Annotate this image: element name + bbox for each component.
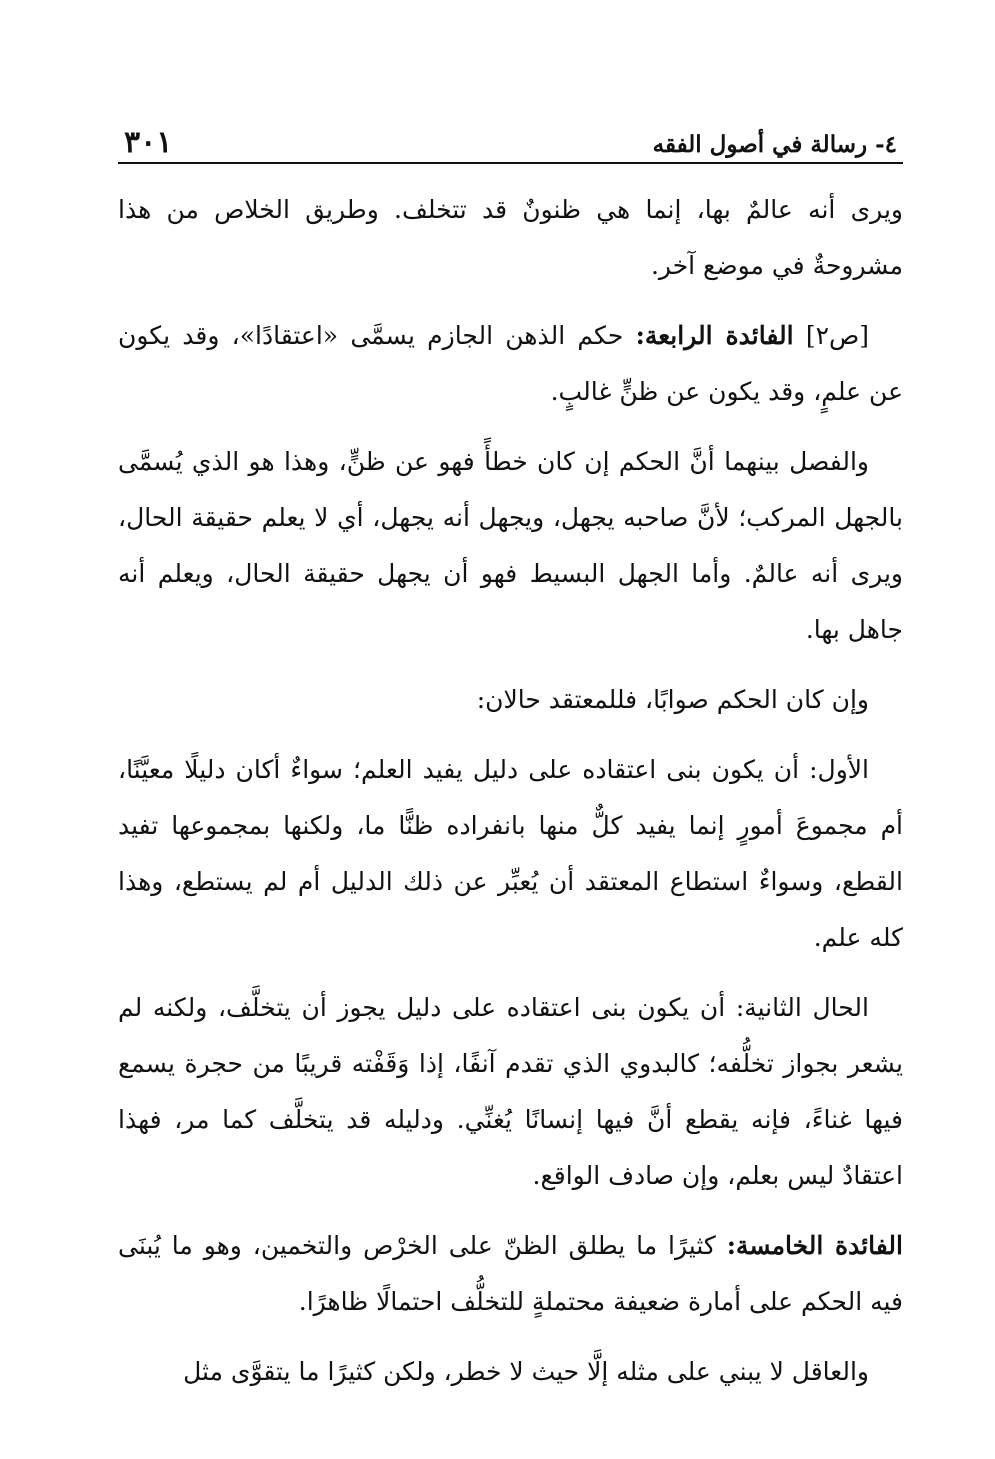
paragraph-4 [118, 672, 903, 728]
page-reference: [ص٢] [805, 321, 870, 350]
paragraph-text: ويرى أنه عالمٌ بها، إنما هي ظنونٌ قد تتخلف. وطريق الخلاص من هذا مشروحةٌ في موضع آخر. [118, 195, 903, 280]
paragraph-6 [118, 980, 903, 1204]
book-page [118, 110, 903, 1414]
paragraph-text: والعاقل لا يبني على مثله إلَّا حيث لا خطر، ولكن كثيرًا ما يتقوَّى مثل [183, 1357, 869, 1386]
paragraph-7 [118, 1218, 903, 1330]
paragraph-text: وإن كان الحكم صوابًا، فللمعتقد حالان: [476, 685, 869, 714]
paragraph-2 [118, 308, 903, 420]
paragraph-5 [118, 742, 903, 966]
running-head: ٤- رسالة في أصول الفقه [652, 131, 897, 158]
page-body [118, 182, 903, 1400]
paragraph-1 [118, 182, 903, 294]
section-heading: الفائدة الرابعة: [635, 321, 794, 350]
paragraph-text: كثيرًا ما يطلق الظنّ على الخرْص والتخمين، وهو ما يُبنَى فيه الحكم على أمارة ضعيفة محتملةٍ للتخلُّف احتمالًا ظاهرًا. [118, 1231, 903, 1316]
page-header [118, 110, 903, 164]
paragraph-text: والفصل بينهما أنَّ الحكم إن كان خطأً فهو عن ظنٍّ، وهذا هو الذي يُسمَّى بالجهل المركب؛ لأنَّ صاحبه يجهل، ويجهل أنه يجهل، أي لا يعلم حقيقة الحال، ويرى أنه عالمٌ. وأما الجهل البسيط فهو أن يجهل حقيقة الحال، ويعلم أنه جاهل بها. [118, 447, 903, 644]
paragraph-text: حكم الذهن الجازم يسمَّى «اعتقادًا»، وقد يكون عن علمٍ، وقد يكون عن ظنٍّ غالبٍ. [118, 321, 903, 406]
paragraph-8 [118, 1344, 903, 1400]
page-number: ٣٠١ [124, 125, 173, 160]
paragraph-text: الحال الثانية: أن يكون بنى اعتقاده على دليل يجوز أن يتخلَّف، ولكنه لم يشعر بجواز تخلُّفه؛ كالبدوي الذي تقدم آنفًا، إذا وَقَفْته قريبًا من حجرة يسمع فيها غناءً، فإنه يقطع أنَّ فيها إنسانًا يُغنِّي. ودليله قد يتخلَّف كما مر، فهذا اعتقادٌ ليس بعلم، وإن صادف الواقع. [118, 993, 903, 1190]
paragraph-text: الأول: أن يكون بنى اعتقاده على دليل يفيد العلم؛ سواءٌ أكان دليلًا معيَّنًا، أم مجموعَ أمورٍ إنما يفيد كلٌّ منها بانفراده ظنًّا ما، ولكنها بمجموعها تفيد القطع، وسواءٌ استطاع المعتقد أن يُعبِّر عن ذلك الدليل أم لم يستطع، وهذا كله علم. [118, 755, 903, 952]
section-heading: الفائدة الخامسة: [726, 1231, 903, 1260]
paragraph-3 [118, 434, 903, 658]
